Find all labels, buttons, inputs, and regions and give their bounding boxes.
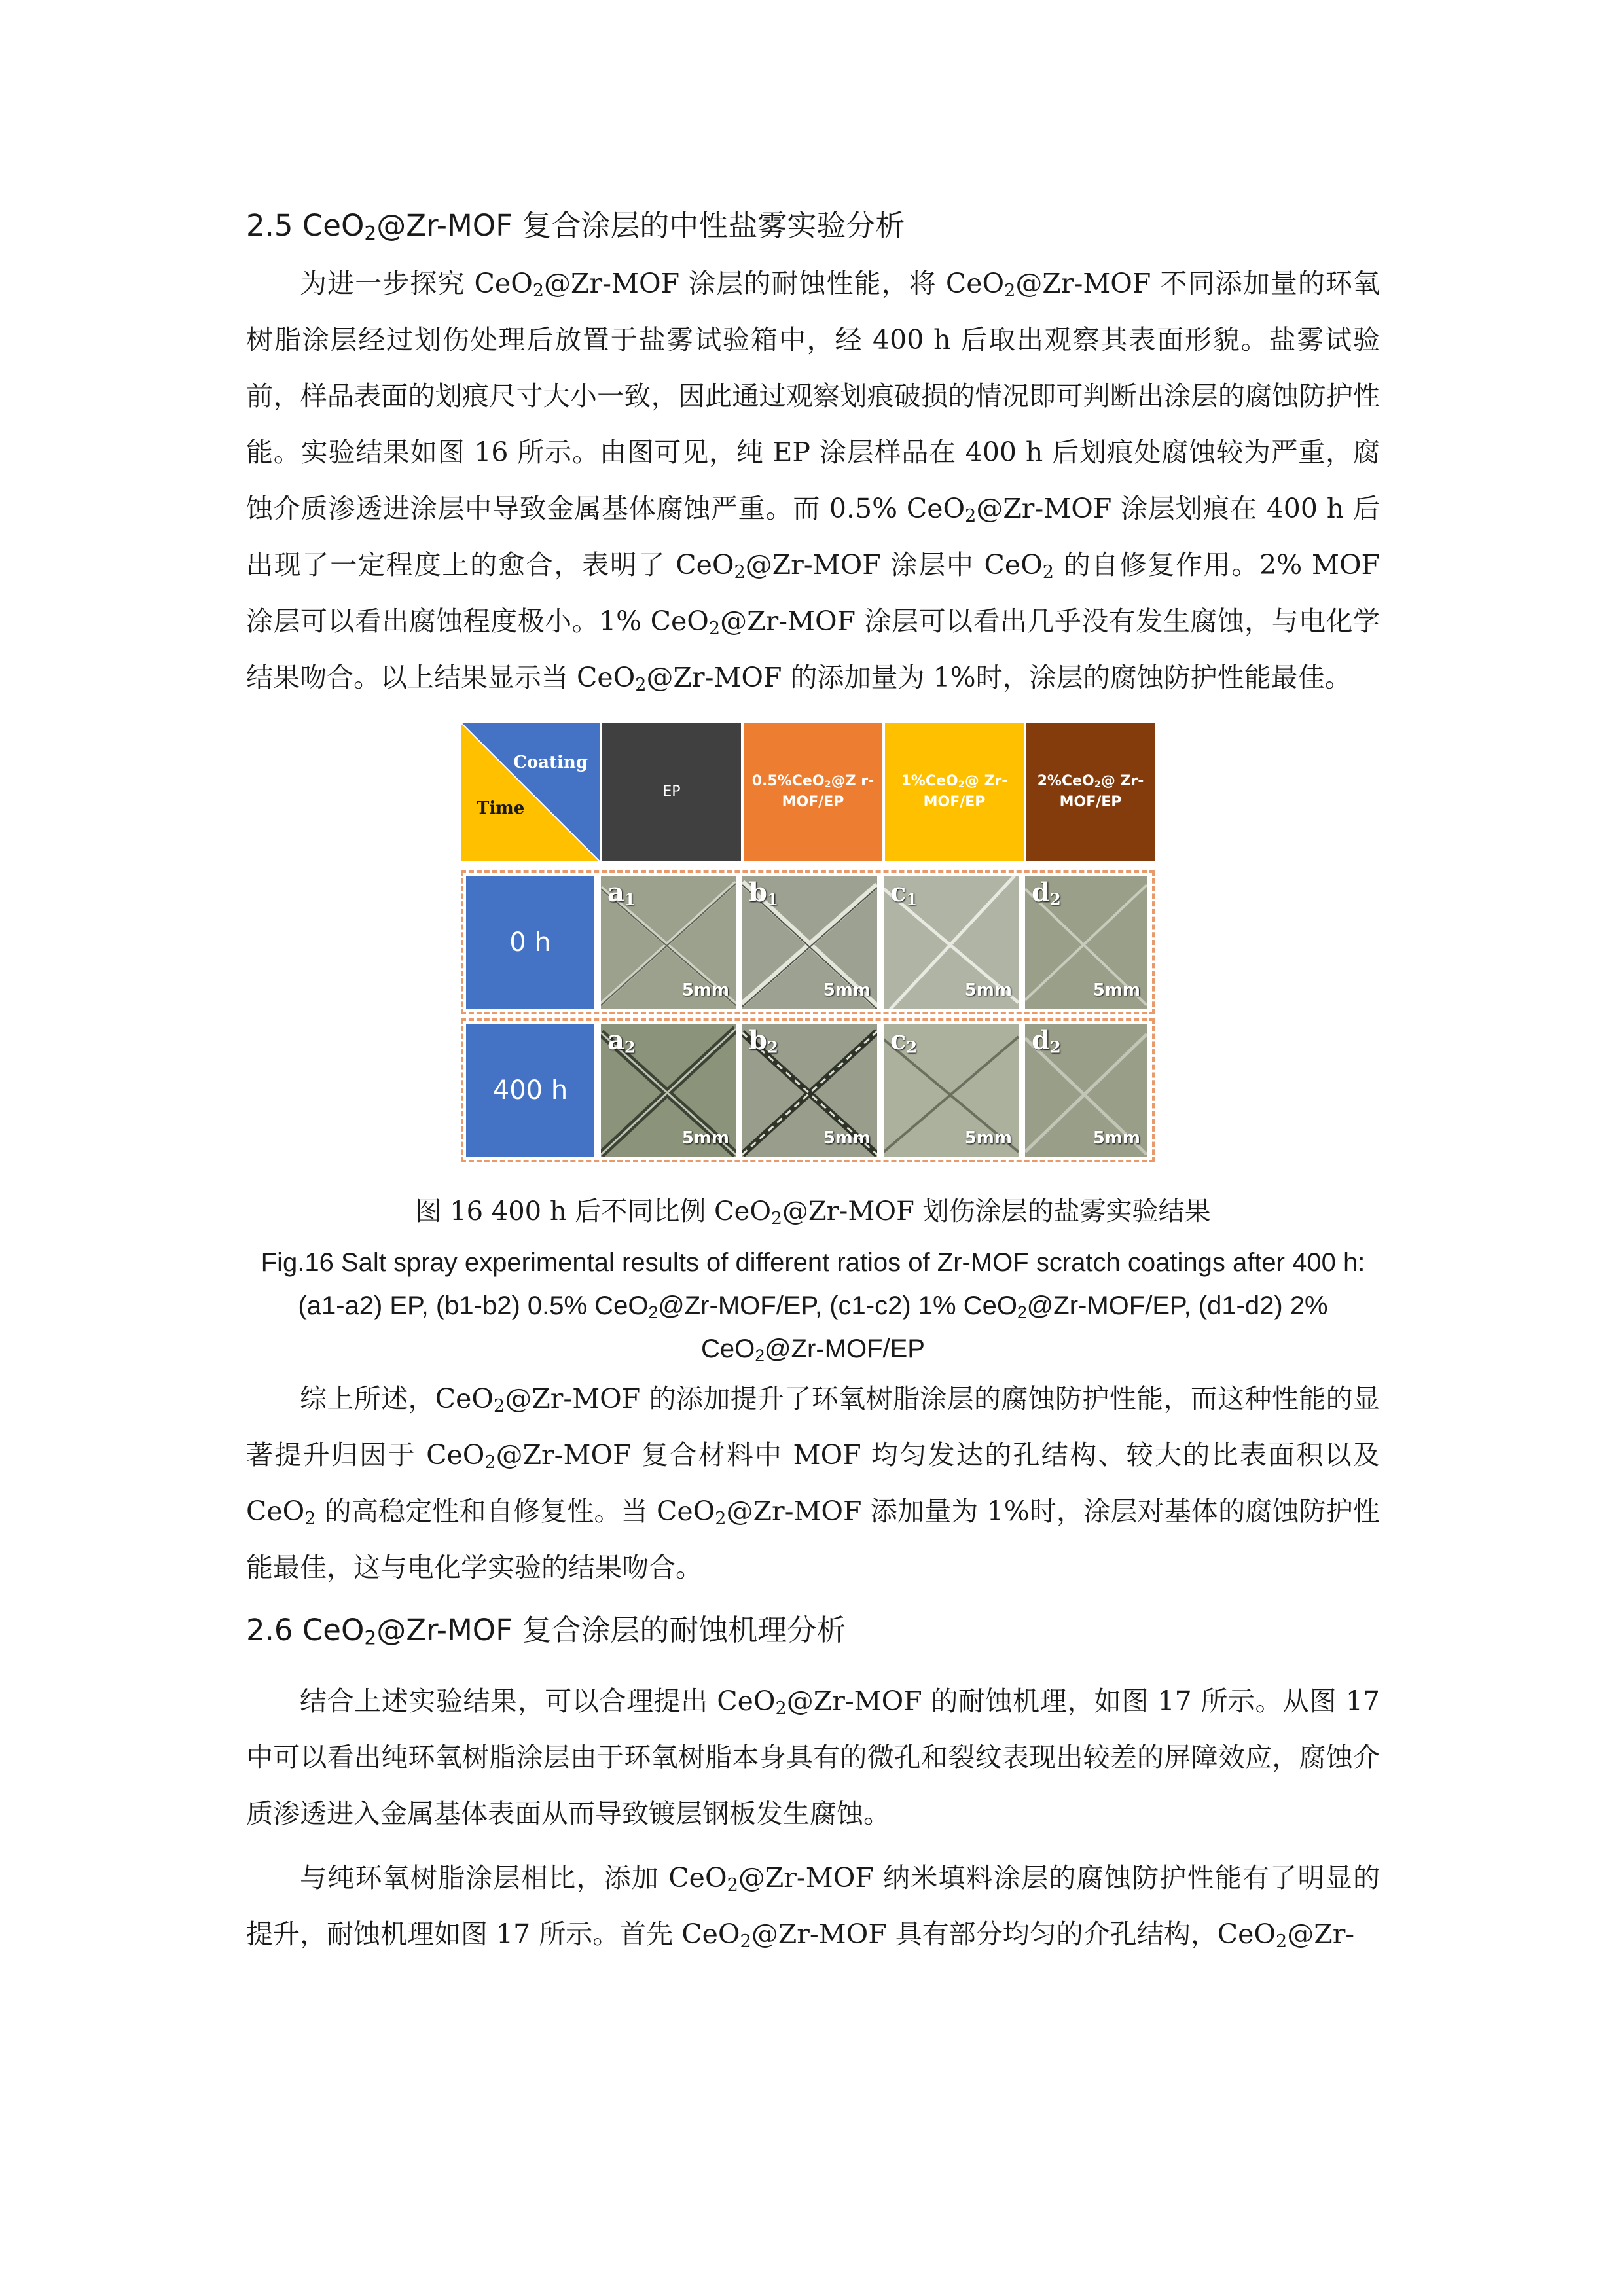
row-label-400h: 400 h [466,1024,594,1157]
scale-bar-label: 5mm [964,1128,1012,1148]
panel-label: $c_1$ [890,877,918,909]
panel-label: $c_2$ [890,1025,918,1057]
page-content [246,203,1380,1962]
figure-caption-en-line1: Fig.16 Salt spray experimental results of different ratios of Zr-MOF scratch coatings after 400 h: [261,1248,1365,1277]
photo-b1 [742,876,877,1009]
section-heading-2-5: 2.5 CeO$_2$@Zr-MOF 复合涂层的中性盐雾实验分析 [246,208,905,245]
scale-bar-label: 5mm [681,980,729,1000]
scale-bar-label: 5mm [681,1128,729,1148]
figure-caption-en-line2: (a1-a2) EP, (b1-b2) 0.5% CeO$_2$@Zr-MOF/EP, (c1-c2) 1% CeO$_2$@Zr-MOF/EP, (d1-d2) 2% [298,1291,1328,1322]
paragraph-mechanism-detail: 与纯环氧树脂涂层相比，添加 CeO$_2$@Zr-MOF 纳米填料涂层的腐蚀防护性能有了明显的提升，耐蚀机理如图 17 所示。首先 CeO$_2$@Zr-MOF 具有部分均匀的介孔结构，CeO$_2$@Zr- [246,1862,1380,1952]
scale-bar-label: 5mm [1092,980,1140,1000]
panel-label: $d_2$ [1032,877,1061,909]
panel-label: $a_2$ [607,1025,636,1057]
photo-d2-0h [1025,876,1147,1009]
section-heading-2-6: 2.6 CeO$_2$@Zr-MOF 复合涂层的耐蚀机理分析 [246,1613,846,1650]
panel-label: $a_1$ [607,877,636,909]
figure-corner-cell [461,723,600,861]
column-header-2pct: 2%CeO$_2$@ Zr-MOF/EP [1026,723,1155,861]
column-header-1pct: 1%CeO$_2$@ Zr-MOF/EP [885,723,1024,861]
column-header-0-5pct: 0.5%CeO$_2$@Z r-MOF/EP [744,723,882,861]
panel-label: $b_2$ [749,1025,778,1057]
panel-label: $b_1$ [749,877,778,909]
photo-a2 [601,1024,736,1157]
photo-a1 [601,876,736,1009]
scale-bar-label: 5mm [1092,1128,1140,1148]
paragraph-salt-spray-intro: 为进一步探究 CeO$_2$@Zr-MOF 涂层的耐蚀性能，将 CeO$_2$@Zr-MOF 不同添加量的环氧树脂涂层经过划伤处理后放置于盐雾试验箱中，经 400 h 后取出观察其表面形貌。盐雾试验前，样品表面的划痕尺寸大小一致，因此通过观察划痕破损的情况即可判断出涂层的腐蚀防护性能。实验结果如图 16 所示。由图可见，纯 EP 涂层样品在 400 h 后划痕处腐蚀较为严重，腐蚀介质渗透进涂层中导致金属基体腐蚀严重。而 0.5% CeO$_2$@Zr-MOF 涂层划痕在 400 h 后出现了一定程度上的愈合，表明了 CeO$_2$@Zr-MOF 涂层中 CeO$_2$ 的自修复作用。2% MOF 涂层可以看出腐蚀程度极小。1% CeO$_2$@Zr-MOF 涂层可以看出几乎没有发生腐蚀，与电化学结果吻合。以上结果显示当 CeO$_2$@Zr-MOF 的添加量为 1%时，涂层的腐蚀防护性能最佳。 [246,268,1380,695]
row-label-0h: 0 h [466,876,594,1009]
paragraph-summary: 综上所述，CeO$_2$@Zr-MOF 的添加提升了环氧树脂涂层的腐蚀防护性能，而这种性能的显著提升归因于 CeO$_2$@Zr-MOF 复合材料中 MOF 均匀发达的孔结构、较大的比表面积以及 CeO$_2$ 的高稳定性和自修复性。当 CeO$_2$@Zr-MOF 添加量为 1%时，涂层对基体的腐蚀防护性能最佳，这与电化学实验的结果吻合。 [246,1383,1380,1583]
photo-d2-400h [1025,1024,1147,1157]
figure-caption-cn: 图 16 400 h 后不同比例 CeO$_2$@Zr-MOF 划伤涂层的盐雾实验结果 [415,1196,1211,1229]
photo-c1 [884,876,1019,1009]
column-header-ep: EP [602,723,741,861]
scale-bar-label: 5mm [964,980,1012,1000]
paragraph-mechanism-intro: 结合上述实验结果，可以合理提出 CeO$_2$@Zr-MOF 的耐蚀机理，如图 17 所示。从图 17 中可以看出纯环氧树脂涂层由于环氧树脂本身具有的微孔和裂纹表现出较差的屏障效应，腐蚀介质渗透进入金属基体表面从而导致镀层钢板发生腐蚀。 [246,1685,1380,1829]
scale-bar-label: 5mm [823,980,871,1000]
figure-caption-en-line3: CeO$_2$@Zr-MOF/EP [701,1335,925,1365]
photo-c2 [884,1024,1019,1157]
figure-16 [461,723,1155,1168]
corner-label-coating: Coating [513,753,588,772]
corner-label-time: Time [477,798,525,818]
photo-b2 [742,1024,877,1157]
scale-bar-label: 5mm [823,1128,871,1148]
panel-label: $d_2$ [1032,1025,1061,1057]
